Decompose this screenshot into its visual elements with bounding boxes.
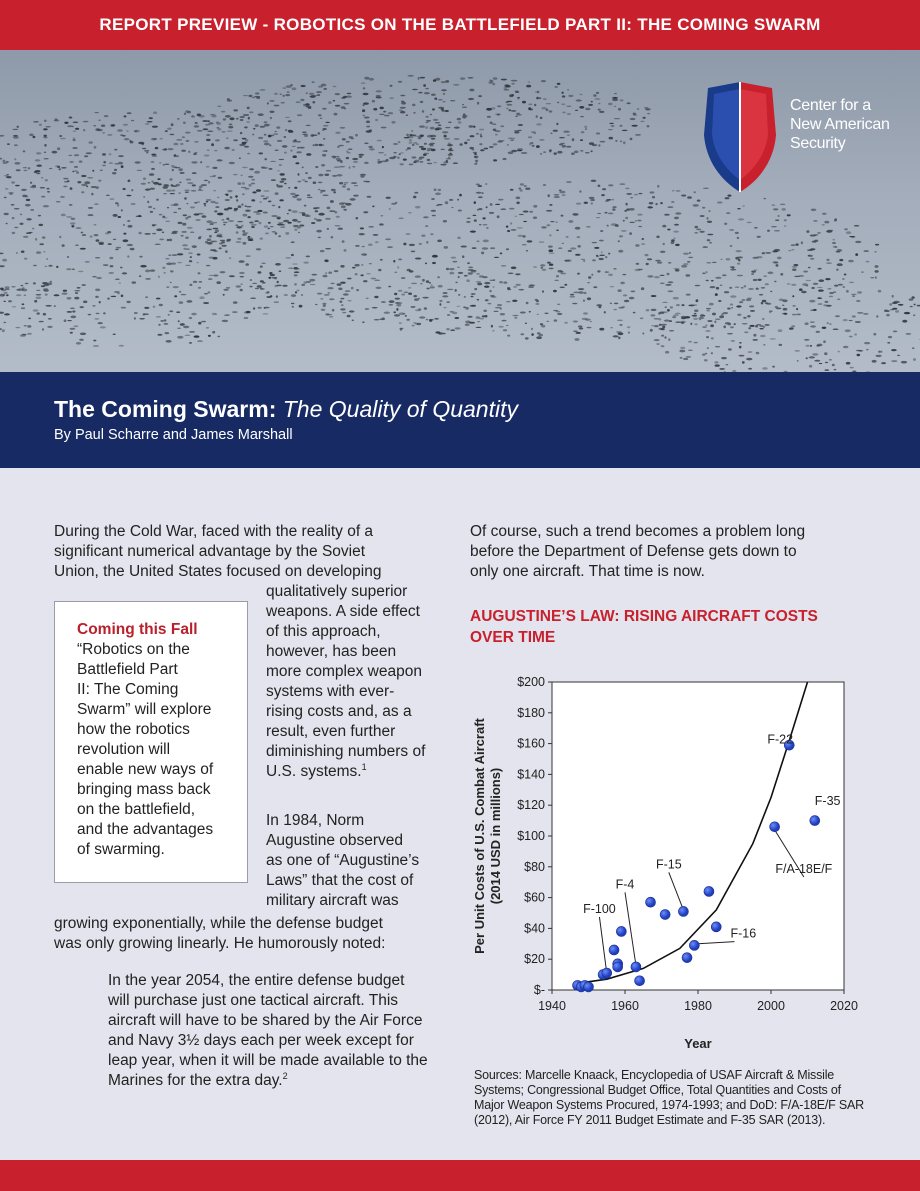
text-line: as one of “Augustine’s bbox=[266, 852, 420, 869]
data-point bbox=[616, 926, 626, 936]
text-line: qualitatively superior bbox=[266, 583, 408, 600]
text-line: Battlefield Part bbox=[77, 661, 178, 678]
x-tick-label: 1940 bbox=[538, 999, 566, 1013]
logo-text-line-2: New American bbox=[790, 116, 890, 133]
text-line: on the battlefield, bbox=[77, 801, 196, 818]
chart-title-line-1: AUGUSTINE’S LAW: RISING AIRCRAFT COSTS bbox=[470, 608, 818, 625]
y-tick-label: $- bbox=[533, 983, 545, 997]
cnas-logo bbox=[700, 80, 900, 220]
y-tick-label: $80 bbox=[524, 859, 545, 874]
text-line: bringing mass back bbox=[77, 781, 211, 798]
hero-image bbox=[0, 50, 920, 372]
report-banner bbox=[0, 0, 920, 50]
annotation-label: F/A-18E/F bbox=[775, 861, 833, 876]
y-tick-label: $100 bbox=[517, 829, 545, 843]
chart-title-line-2: OVER TIME bbox=[470, 629, 556, 646]
y-tick-label: $40 bbox=[524, 921, 545, 936]
byline: By Paul Scharre and James Marshall bbox=[54, 427, 293, 443]
data-point bbox=[704, 886, 714, 896]
y-tick-label: $120 bbox=[517, 798, 545, 813]
text-line: Laws” that the cost of bbox=[266, 872, 414, 889]
y-axis-label: Per Unit Costs of U.S. Combat Aircraft bbox=[472, 718, 487, 954]
data-point bbox=[646, 897, 656, 907]
coming-this-fall-box bbox=[54, 601, 248, 883]
augustine-law-chart bbox=[460, 665, 880, 1065]
text-line: enable new ways of bbox=[77, 761, 214, 778]
text-line-end: Marines for the extra day. bbox=[108, 1072, 283, 1089]
data-point bbox=[609, 945, 619, 955]
text-line: growing exponentially, while the defense budget bbox=[54, 915, 383, 932]
text-line: In 1984, Norm bbox=[266, 812, 365, 829]
data-point bbox=[810, 816, 820, 826]
logo-text-line-1: Center for a bbox=[790, 97, 871, 114]
annotation-label: F-15 bbox=[655, 857, 682, 872]
text-line: of this approach, bbox=[266, 623, 381, 640]
text-line bbox=[108, 1071, 456, 1091]
y-tick-label: $200 bbox=[517, 675, 545, 689]
x-tick-label: 1980 bbox=[684, 999, 712, 1013]
x-tick-label: 2000 bbox=[757, 999, 785, 1013]
data-point bbox=[584, 982, 594, 992]
paragraph-1-wrap bbox=[266, 582, 456, 782]
text-line: Augustine observed bbox=[266, 832, 404, 849]
y-tick-label: $180 bbox=[517, 705, 545, 720]
logo-text bbox=[790, 96, 900, 153]
text-line: “Robotics on the bbox=[77, 641, 190, 658]
annotation-label: F-35 bbox=[814, 794, 841, 809]
paragraph-2-wrap bbox=[266, 811, 456, 911]
text-line: will purchase just one tactical aircraft. This bbox=[108, 992, 399, 1009]
text-line: systems with ever- bbox=[266, 683, 395, 700]
text-line: more complex weapon bbox=[266, 663, 422, 680]
y-tick-label: $60 bbox=[524, 890, 545, 905]
sources-line: Major Weapon Systems Procured, 1974-1993; and DoD: F/A-18E/F SAR bbox=[474, 1098, 864, 1112]
text-line: Swarm” will explore bbox=[77, 701, 212, 718]
data-point bbox=[660, 910, 670, 920]
chart-title bbox=[470, 606, 840, 648]
paragraph-2-full bbox=[54, 914, 454, 954]
logo-text-line-3: Security bbox=[790, 135, 846, 152]
text-line: leap year, when it will be made available to the bbox=[108, 1052, 428, 1069]
x-tick-label: 2020 bbox=[830, 999, 858, 1013]
text-line: revolution will bbox=[77, 741, 171, 758]
sidebar-body bbox=[77, 640, 237, 860]
y-tick-label: $160 bbox=[517, 736, 545, 751]
data-point bbox=[689, 940, 699, 950]
text-line: military aircraft was bbox=[266, 892, 399, 909]
annotation-label: F-22 bbox=[767, 732, 794, 747]
article-title bbox=[54, 396, 518, 423]
x-axis-label: Year bbox=[684, 1036, 712, 1051]
chart-sources bbox=[474, 1068, 874, 1128]
data-point bbox=[613, 962, 623, 972]
sources-line: (2012), Air Force FY 2011 Budget Estimate and F-35 SAR (2013). bbox=[474, 1113, 826, 1127]
text-line: significant numerical advantage by the Soviet bbox=[54, 543, 366, 560]
text-line: however, has been bbox=[266, 643, 397, 660]
text-line: of swarming. bbox=[77, 841, 165, 858]
text-line: During the Cold War, faced with the reality of a bbox=[54, 523, 374, 540]
text-line: diminishing numbers of bbox=[266, 743, 426, 760]
data-point bbox=[631, 962, 641, 972]
article-title-main: The Coming Swarm: bbox=[54, 396, 277, 422]
text-line: Union, the United States focused on developing bbox=[54, 563, 382, 580]
data-point bbox=[682, 953, 692, 963]
text-line: In the year 2054, the entire defense budget bbox=[108, 972, 405, 989]
annotation-label: F-4 bbox=[615, 877, 635, 892]
sidebar-title: Coming this Fall bbox=[77, 621, 198, 638]
text-line-end: U.S. systems. bbox=[266, 763, 362, 780]
text-line: how the robotics bbox=[77, 721, 190, 738]
text-line: and the advantages bbox=[77, 821, 214, 838]
footnote-ref-1: 1 bbox=[361, 761, 367, 772]
annotation-label: F-16 bbox=[730, 926, 757, 941]
article-title-italic: The Quality of Quantity bbox=[282, 396, 518, 422]
text-line: II: The Coming bbox=[77, 681, 179, 698]
footnote-ref-2: 2 bbox=[282, 1070, 288, 1081]
footer-bar bbox=[0, 1160, 920, 1191]
text-line: Of course, such a trend becomes a problem long bbox=[470, 523, 806, 540]
sources-line: Sources: Marcelle Knaack, Encyclopedia of USAF Aircraft & Missile bbox=[474, 1068, 835, 1082]
data-point bbox=[711, 922, 721, 932]
x-tick-label: 1960 bbox=[611, 999, 639, 1013]
data-point bbox=[635, 976, 645, 986]
text-line: result, even further bbox=[266, 723, 396, 740]
y-tick-label: $20 bbox=[524, 952, 545, 967]
text-line: rising costs and, as a bbox=[266, 703, 412, 720]
text-line: weapons. A side effect bbox=[266, 603, 420, 620]
text-line: only one aircraft. That time is now. bbox=[470, 563, 705, 580]
augustine-quote bbox=[108, 971, 456, 1091]
data-point bbox=[602, 968, 612, 978]
column-2-text bbox=[470, 522, 870, 582]
paragraph-1-intro bbox=[54, 522, 454, 582]
report-banner-text: REPORT PREVIEW - ROBOTICS ON THE BATTLEFIELD PART II: THE COMING SWARM bbox=[99, 15, 821, 34]
title-band bbox=[0, 372, 920, 468]
shield-icon bbox=[700, 80, 780, 200]
sources-line: Systems; Congressional Budget Office, Total Quantities and Costs of bbox=[474, 1083, 841, 1097]
text-line: before the Department of Defense gets down to bbox=[470, 543, 797, 560]
text-line: and Navy 3½ days each per week except for bbox=[108, 1032, 414, 1049]
text-line: aircraft will have to be shared by the Air Force bbox=[108, 1012, 423, 1029]
data-point bbox=[678, 906, 688, 916]
text-line bbox=[266, 762, 456, 782]
data-point bbox=[770, 822, 780, 832]
annotation-label: F-100 bbox=[583, 902, 616, 916]
y-axis-label-units: (2014 USD in millions) bbox=[488, 767, 503, 905]
y-tick-label: $140 bbox=[517, 767, 545, 782]
text-line: was only growing linearly. He humorously noted: bbox=[54, 935, 386, 952]
